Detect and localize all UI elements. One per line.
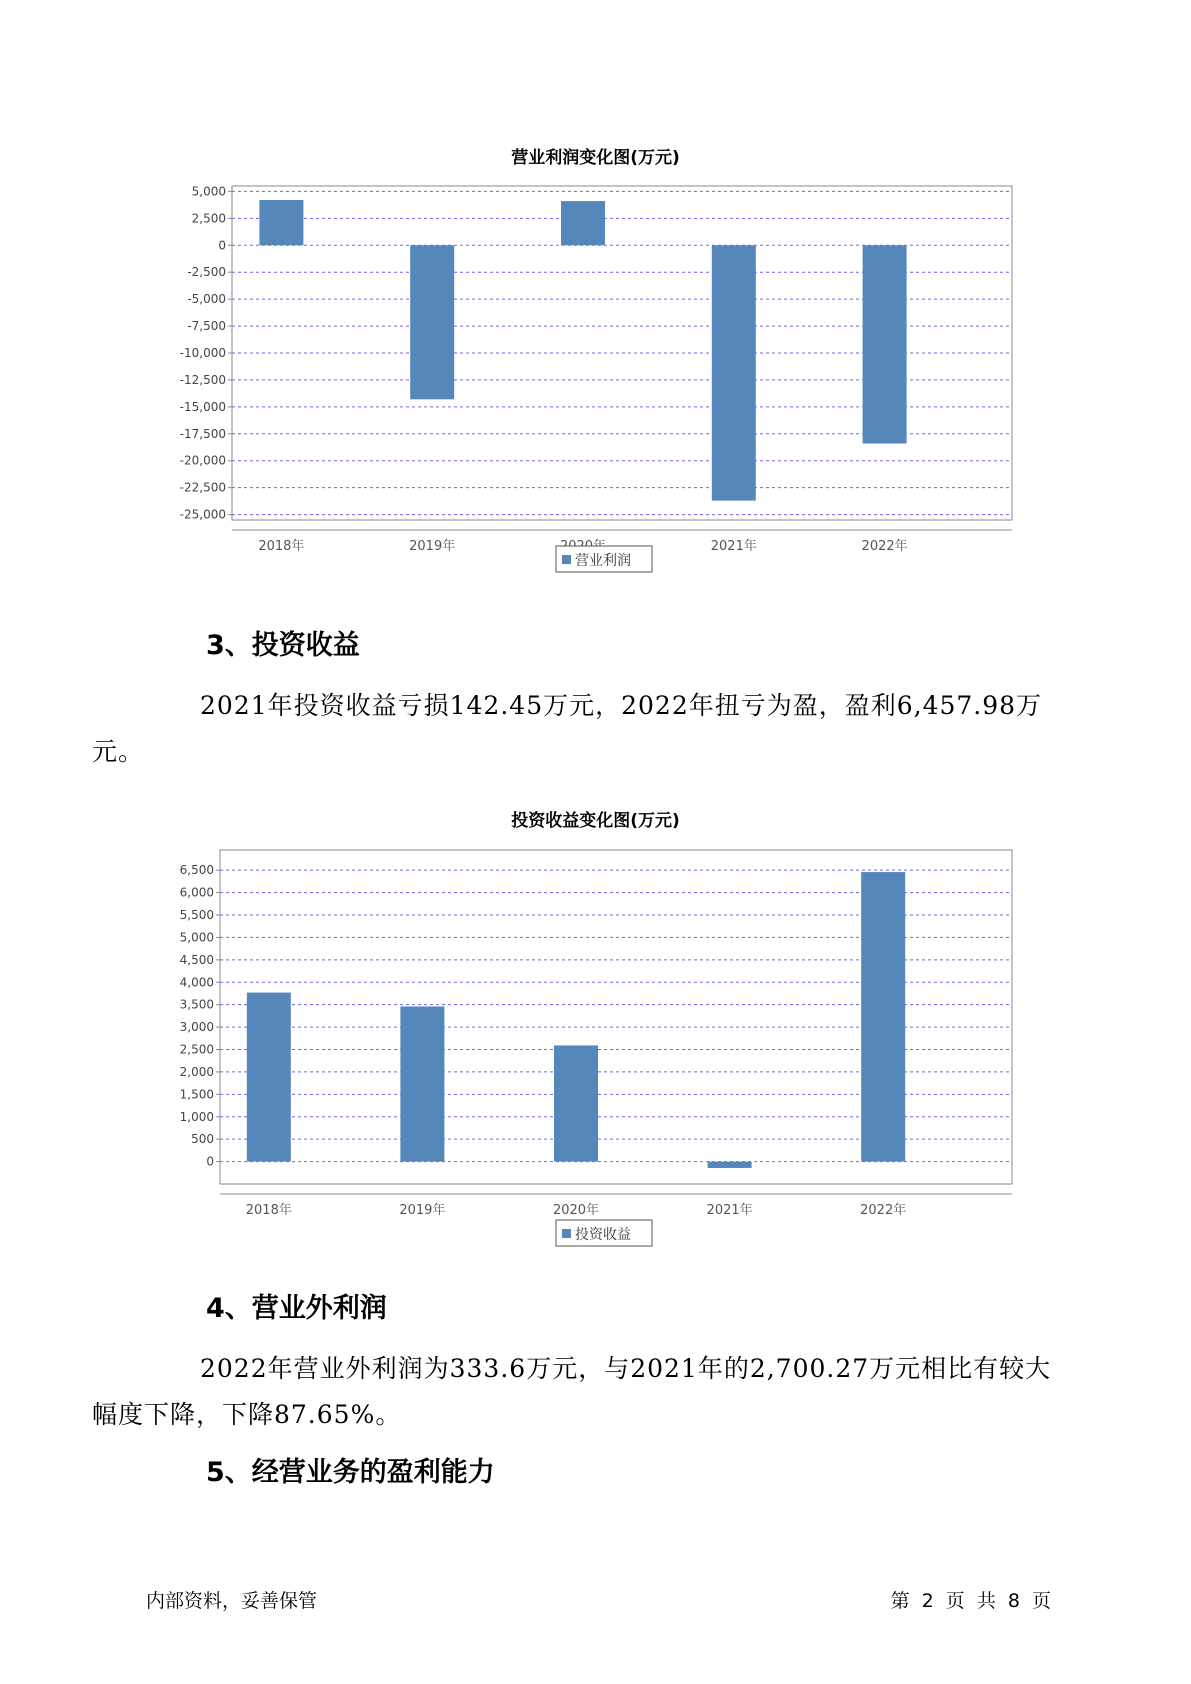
bar — [410, 245, 454, 399]
y-tick-label: 1,000 — [179, 1109, 214, 1124]
y-tick-label: 5,500 — [179, 908, 214, 923]
y-tick-label: 6,000 — [179, 885, 214, 900]
legend-label: 营业利润 — [575, 553, 631, 569]
y-tick-label: -20,000 — [179, 453, 226, 468]
footer-confidential: 内部资料，妥善保管 — [146, 1590, 318, 1612]
x-tick-label: 2020年 — [552, 1203, 600, 1218]
x-tick-label: 2019年 — [399, 1203, 446, 1218]
y-tick-label: 4,500 — [179, 952, 214, 967]
y-tick-label: -22,500 — [179, 480, 226, 495]
y-tick-label: 3,500 — [179, 997, 214, 1012]
y-tick-label: 5,000 — [191, 184, 226, 199]
x-tick-label: 2021年 — [710, 539, 757, 554]
y-tick-label: 500 — [191, 1132, 214, 1147]
heading-profitability: 5、经营业务的盈利能力 — [206, 1457, 495, 1488]
y-tick-label: 3,000 — [179, 1020, 214, 1035]
y-tick-label: 4,000 — [179, 975, 214, 990]
y-tick-label: -5,000 — [187, 292, 226, 307]
chart-title-operating-profit: 营业利润变化图(万元) — [511, 148, 680, 168]
y-tick-label: -7,500 — [187, 319, 226, 334]
y-tick-label: 2,500 — [191, 211, 226, 226]
bar — [708, 1162, 752, 1168]
y-tick-label: 0 — [206, 1154, 214, 1169]
paragraph-line: 2021年投资收益亏损142.45万元，2022年扭亏为盈，盈利6,457.98万 — [200, 691, 1043, 720]
y-tick-label: -10,000 — [179, 346, 226, 360]
x-tick-label: 2021年 — [706, 1203, 753, 1218]
bar — [554, 1045, 598, 1161]
bar — [247, 993, 291, 1162]
y-tick-label: -25,000 — [179, 507, 226, 522]
bar — [861, 872, 905, 1162]
paragraph-line: 元。 — [92, 737, 145, 766]
heading-non-operating-profit: 4、营业外利润 — [206, 1293, 387, 1324]
y-tick-label: 6,500 — [179, 863, 214, 878]
paragraph-non-operating-profit — [92, 1346, 1064, 1438]
y-tick-label: 0 — [218, 238, 226, 253]
bar — [561, 201, 605, 245]
bar — [712, 245, 756, 500]
y-tick-label: -2,500 — [187, 265, 226, 280]
investment-income-chart — [0, 842, 1191, 1262]
x-tick-label: 2022年 — [860, 1203, 907, 1218]
x-tick-label: 2018年 — [245, 1203, 292, 1218]
bar — [259, 200, 303, 245]
x-tick-label: 2018年 — [258, 539, 305, 554]
y-tick-label: 1,500 — [179, 1087, 214, 1102]
legend-swatch — [562, 1229, 571, 1238]
bar — [863, 245, 907, 443]
y-tick-label: -15,000 — [179, 399, 226, 414]
paragraph-line: 幅度下降，下降87.65%。 — [92, 1400, 402, 1429]
x-tick-label: 2022年 — [861, 539, 908, 554]
y-tick-label: -12,500 — [179, 372, 226, 387]
operating-profit-chart — [0, 180, 1191, 600]
x-tick-label: 2019年 — [409, 539, 456, 554]
y-tick-label: 5,000 — [179, 930, 214, 945]
bar — [400, 1006, 444, 1161]
y-tick-label: 2,500 — [179, 1042, 214, 1057]
paragraph-line: 2022年营业外利润为333.6万元，与2021年的2,700.27万元相比有较大 — [200, 1354, 1052, 1383]
footer-page-number: 第 2 页 共 8 页 — [890, 1590, 1051, 1612]
chart-title-investment-income: 投资收益变化图(万元) — [511, 811, 680, 831]
heading-investment-income: 3、投资收益 — [206, 630, 360, 661]
legend-swatch — [562, 555, 571, 564]
y-tick-label: 2,000 — [179, 1064, 214, 1079]
paragraph-investment-income — [92, 683, 1064, 775]
y-tick-label: -17,500 — [179, 426, 226, 441]
legend-label: 投资收益 — [575, 1227, 631, 1243]
